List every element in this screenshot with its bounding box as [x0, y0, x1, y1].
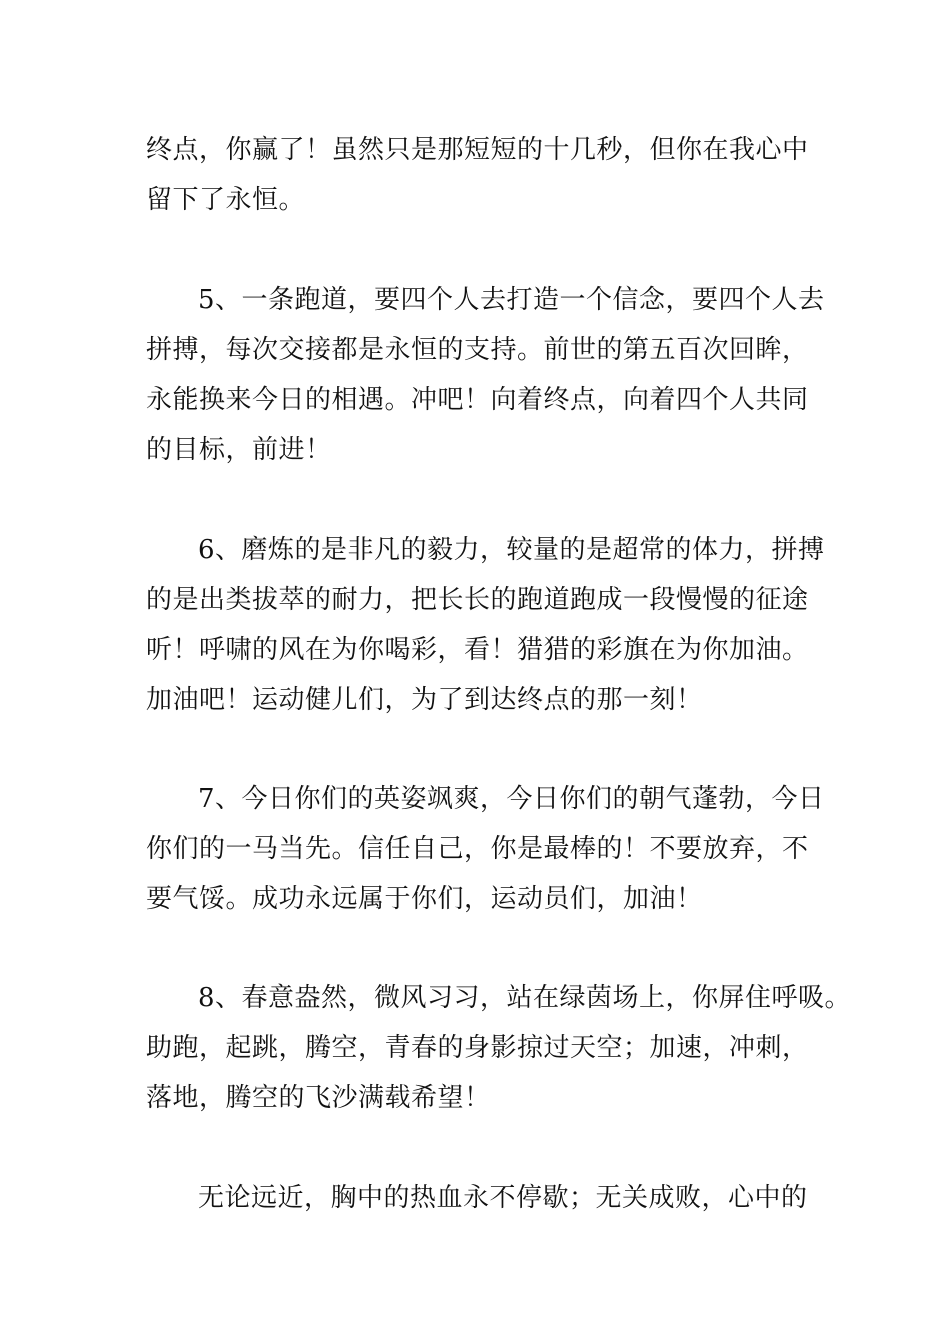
paragraph-line: 的目标，前进！	[146, 435, 332, 465]
paragraph-line: 拼搏，每次交接都是永恒的支持。前世的第五百次回眸，	[146, 335, 809, 365]
paragraph-line: 要气馁。成功永远属于你们，运动员们，加油！	[146, 884, 703, 914]
paragraph-line: 无论远近，胸中的热血永不停歇；无关成败，心中的	[198, 1183, 808, 1213]
paragraph-line: 终点，你赢了！虽然只是那短短的十几秒，但你在我心中	[146, 135, 809, 165]
paragraph-line: 永能换来今日的相遇。冲吧！向着终点，向着四个人共同	[146, 385, 809, 415]
paragraph-line: 6、磨炼的是非凡的毅力，较量的是超常的体力，拼搏	[198, 535, 825, 565]
paragraph-line: 落地，腾空的飞沙满载希望！	[146, 1083, 491, 1113]
paragraph-line: 7、今日你们的英姿飒爽，今日你们的朝气蓬勃，今日	[198, 784, 825, 814]
paragraph-line: 你们的一马当先。信任自己，你是最棒的！不要放弃，不	[146, 834, 809, 864]
paragraph-line: 听！呼啸的风在为你喝彩，看！猎猎的彩旗在为你加油。	[146, 635, 809, 665]
paragraph-line: 助跑，起跳，腾空，青春的身影掠过天空；加速，冲刺，	[146, 1033, 809, 1063]
paragraph-line: 8、春意盎然，微风习习，站在绿茵场上，你屏住呼吸。	[198, 983, 852, 1013]
paragraph-line: 的是出类拔萃的耐力，把长长的跑道跑成一段慢慢的征途	[146, 585, 809, 615]
paragraph-line: 5、一条跑道，要四个人去打造一个信念，要四个人去	[198, 285, 825, 315]
paragraph-line: 加油吧！运动健儿们，为了到达终点的那一刻！	[146, 685, 703, 715]
paragraph-line: 留下了永恒。	[146, 185, 306, 215]
